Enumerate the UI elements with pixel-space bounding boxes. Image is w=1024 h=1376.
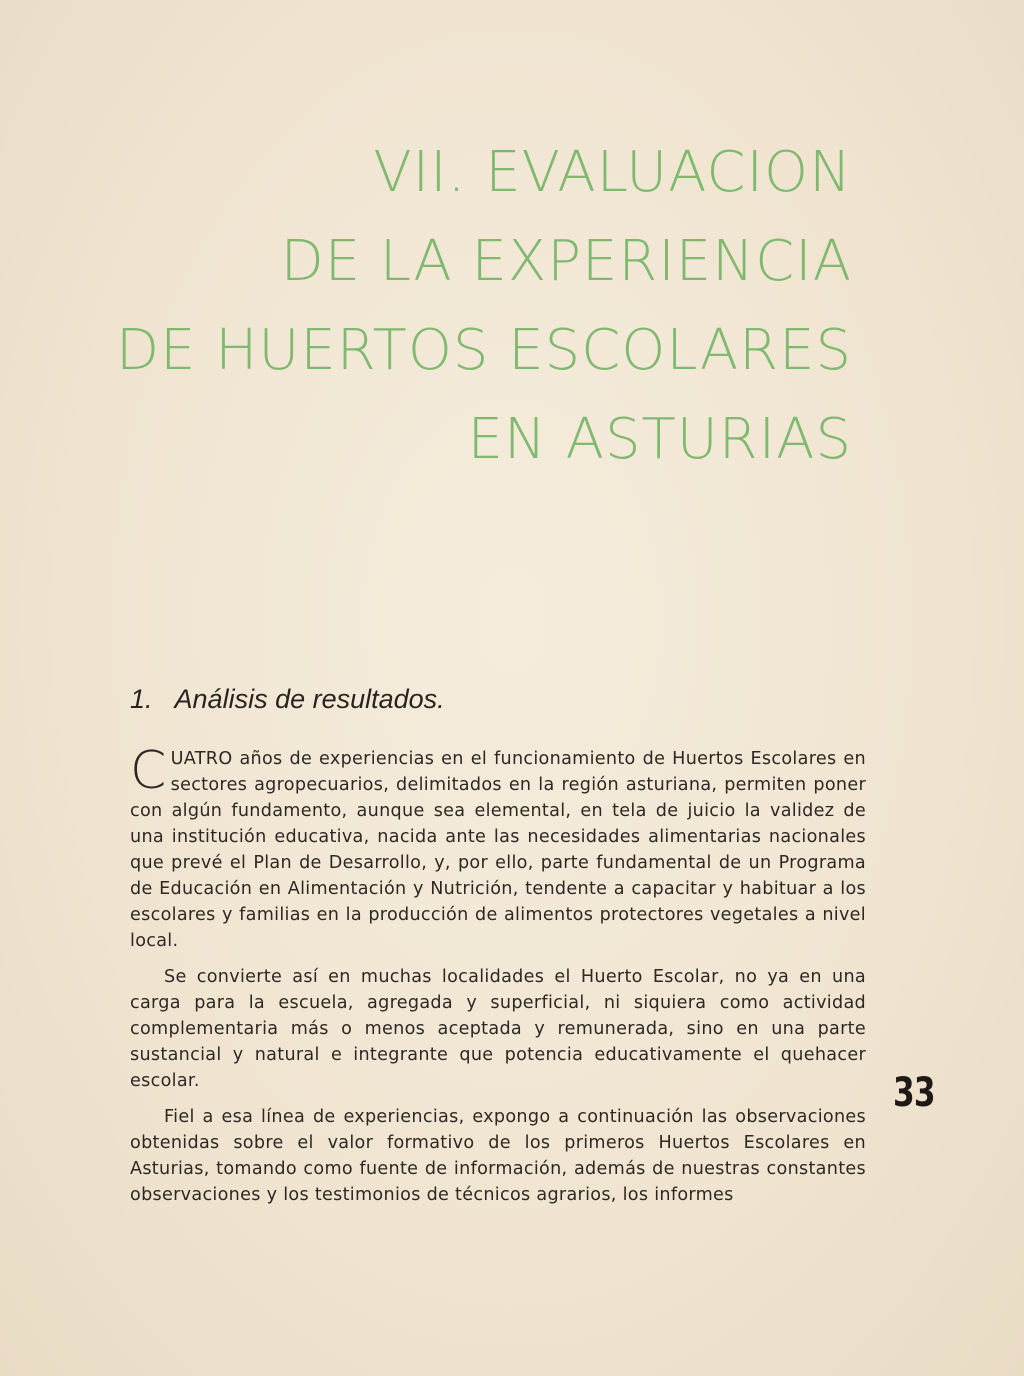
- body-text: [130, 741, 866, 1218]
- drop-cap: C: [130, 741, 167, 801]
- title-line-4: EN ASTURIAS: [467, 407, 852, 472]
- paragraph-2: Se convierte así en muchas localidades el Huerto Escolar, no ya en una carga para la escuela, agregada y superficial, ni siquiera como actividad complementaria más o menos aceptada y remunerada, sino en una parte sustancial y natural e integrante que potencia educativamente el quehacer escolar.: [130, 967, 866, 1091]
- paragraph-1: [130, 741, 866, 954]
- paragraph-3: Fiel a esa línea de experiencias, expongo a continuación las observaciones obtenidas sobre el valor formativo de los primeros Huertos Escolares en Asturias, tomando como fuente de información, además de nuestras constantes observaciones y los testimonios de técnicos agrarios, los informes: [130, 1107, 866, 1205]
- section-heading: [130, 684, 445, 715]
- title-line-2: DE LA EXPERIENCIA: [280, 229, 852, 294]
- title-line-1: VII. EVALUACION: [373, 140, 852, 205]
- section-heading-text: Análisis de resultados.: [174, 684, 445, 714]
- title-line-3: DE HUERTOS ESCOLARES: [116, 318, 852, 383]
- page-number: 33: [893, 1070, 935, 1116]
- section-number: 1.: [130, 684, 153, 714]
- paragraph-1-text: UATRO años de experiencias en el funcionamiento de Huertos Escolares en sectores agropecuarios, delimitados en la región asturiana, permiten poner con algún fundamento, aunque sea elemental, en tela de juicio la validez de una institución educativa, nacida ante las necesidades alimentarias nacionales que prevé el Plan de Desarrollo, y, por ello, parte fundamental de un Programa de Educación en Alimentación y Nutrición, tendente a capacitar y habituar a los escolares y familias en la producción de alimentos protectores vegetales a nivel local.: [130, 749, 866, 951]
- chapter-title: [100, 128, 852, 484]
